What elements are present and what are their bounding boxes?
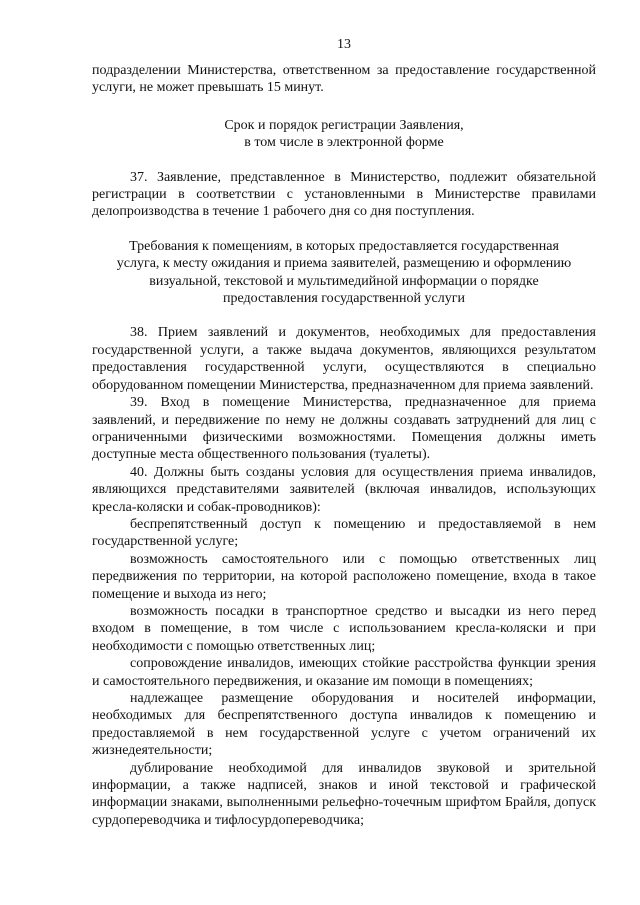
list-item-movement: возможность самостоятельного или с помощью ответственных лиц передвижения по территории, на которой расположено помещение, входа в такое помещение и выхода из него; [92,551,596,602]
list-item-transport: возможность посадки в транспортное средство и высадки из него перед входом в помещение, в том числе с использованием кресла-коляски и при необходимости с помощью ответственных лиц; [92,603,596,654]
spacer [92,152,596,169]
spacer [92,97,596,117]
heading-line: в том числе в электронной форме [244,135,444,151]
paragraph-continuation: подразделении Министерства, ответственном за предоставление государственной услуги, не может превышать 15 минут. [92,63,596,96]
heading-line: услуга, к месту ожидания и приема заявителей, размещению и оформлению [116,256,572,272]
spacer [92,307,596,324]
spacer [92,221,596,238]
paragraph-40: 40. Должны быть созданы условия для осуществления приема инвалидов, являющихся представителями заявителей (включая инвалидов, использующих кресла-коляски и собак-проводников): [92,464,596,515]
paragraph-37: 37. Заявление, представленное в Министерство, подлежит обязательной регистрации в соответствии с установленными в Министерстве правилами делопроизводства в течение 1 рабочего дня со дня поступления. [92,169,596,220]
list-item-escort: сопровождение инвалидов, имеющих стойкие расстройства функции зрения и самостоятельного передвижения, и оказание им помощи в помещениях; [92,656,596,689]
section-heading-registration [92,117,596,152]
heading-line: Срок и порядок регистрации Заявления, [224,117,464,133]
list-item-duplication: дублирование необходимой для инвалидов звуковой и зрительной информации, а также надписей, знаков и иной текстовой и графической информации знаками, выполненными рельефно-точечным шрифтом Брайля, допуск сурдопереводчика и тифлосурдопереводчика; [92,760,596,828]
list-item-access: беспрепятственный доступ к помещению и предоставляемой в нем государственной услуге; [92,516,596,550]
heading-line: визуальной, текстовой и мультимедийной информации о порядке [149,273,539,289]
list-item-equipment: надлежащее размещение оборудования и носителей информации, необходимых для беспрепятственного доступа инвалидов к помещению и предоставляемой в нем государственной услуге с учетом ограничений их жизнедеятельности; [92,691,596,759]
paragraph-38: 38. Прием заявлений и документов, необходимых для предоставления государственной услуги, а также выдача документов, являющихся результатом предоставления государственной услуги, осуществляются в специально оборудованном помещении Министерства, предназначенном для приема заявлений. [92,325,596,393]
page-number: 13 [337,37,351,52]
section-heading-premises [92,238,596,308]
heading-line: Требования к помещениям, в которых предоставляется государственная [129,238,559,254]
paragraph-39: 39. Вход в помещение Министерства, предназначенное для приема заявлений, и передвижение по нему не должны создавать затруднений для лиц с ограниченными физическими возможностями. Помещения должны иметь доступные места общественного пользования (туалеты). [92,395,596,463]
heading-line: предоставления государственной услуги [223,291,465,307]
